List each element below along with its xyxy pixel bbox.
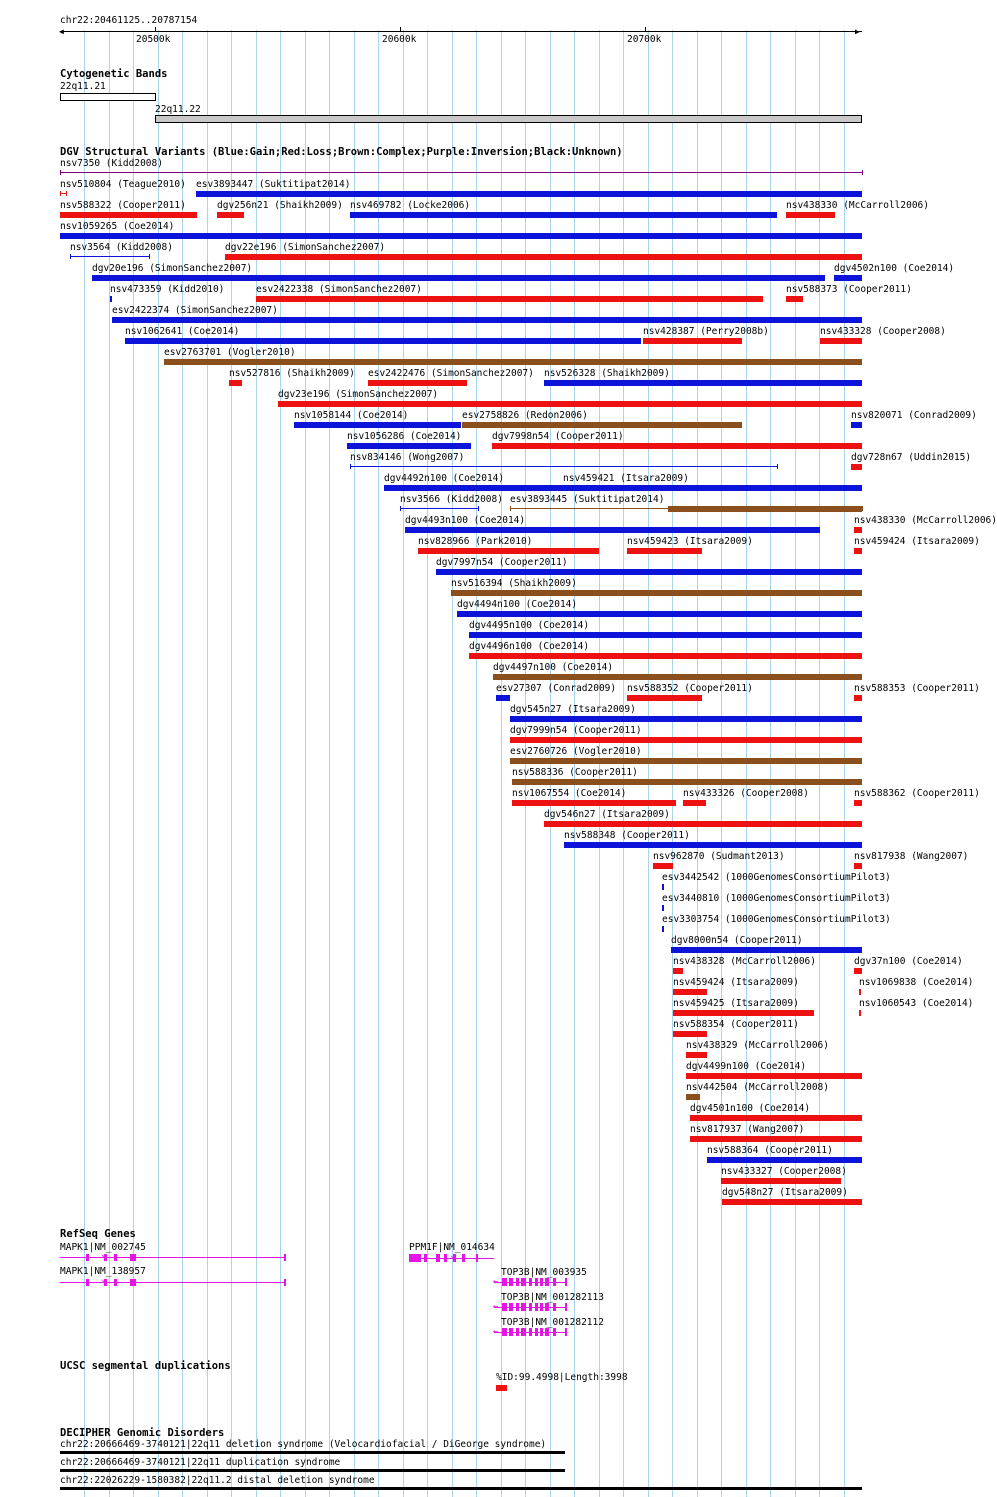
gene-exon[interactable] <box>509 1328 513 1336</box>
dgv-variant-bar[interactable] <box>347 443 471 449</box>
dgv-variant-label: esv2422476 (SimonSanchez2007) <box>368 368 534 379</box>
gene-exon[interactable] <box>545 1303 549 1311</box>
dgv-variant-bar[interactable] <box>384 485 862 491</box>
dgv-variant-bar[interactable] <box>164 359 862 365</box>
strand-right-arrow-icon: › <box>449 1253 455 1263</box>
dgv-variant-label: nsv433326 (Cooper2008) <box>683 788 809 799</box>
refseq-track-title: RefSeq Genes <box>60 1228 136 1240</box>
gene-label: PPM1F|NM_014634 <box>409 1242 495 1253</box>
dgv-variant-label: esv2763701 (Vogler2010) <box>164 347 296 358</box>
dgv-variant-label: esv3440810 (1000GenomesConsortiumPilot3) <box>662 893 891 904</box>
dgv-variant-bar[interactable] <box>229 380 242 386</box>
dgv-variant-label: nsv820071 (Conrad2009) <box>851 410 977 421</box>
gene-exon[interactable] <box>284 1254 286 1261</box>
dgv-variant-label: dgv7999n54 (Cooper2011) <box>510 725 642 736</box>
dgv-variant-bar[interactable] <box>690 1115 862 1121</box>
dgv-variant-bar[interactable] <box>451 590 862 596</box>
gene-exon[interactable] <box>130 1254 136 1261</box>
dgv-variant-bar[interactable] <box>400 508 478 509</box>
dgv-variant-bar[interactable] <box>859 989 861 995</box>
dgv-variant-end-tick <box>510 506 511 511</box>
dgv-variant-label: nsv442504 (McCarroll2008) <box>686 1082 829 1093</box>
dgv-variant-label: esv3442542 (1000GenomesConsortiumPilot3) <box>662 872 891 883</box>
dgv-variant-bar[interactable] <box>492 443 862 449</box>
grid-line <box>403 30 404 1497</box>
dgv-variant-bar[interactable] <box>110 296 112 302</box>
gene-exon[interactable] <box>540 1328 543 1336</box>
gene-exon[interactable] <box>553 1303 556 1311</box>
dgv-variant-bar[interactable] <box>686 1073 862 1079</box>
dgv-variant-bar[interactable] <box>854 800 862 806</box>
dgv-variant-label: dgv4497n100 (Coe2014) <box>493 662 614 673</box>
dgv-variant-label: nsv588354 (Cooper2011) <box>673 1019 799 1030</box>
dgv-variant-label: nsv1062641 (Coe2014) <box>125 326 240 337</box>
dgv-variant-bar[interactable] <box>854 527 862 533</box>
dgv-variant-bar[interactable] <box>510 737 862 743</box>
gene-label: TOP3B|NM_003935 <box>501 1267 587 1278</box>
dgv-variant-label: nsv438328 (McCarroll2006) <box>673 956 816 967</box>
decipher-feature[interactable] <box>60 1487 862 1490</box>
gene-exon[interactable] <box>529 1328 532 1336</box>
dgv-variant-bar[interactable] <box>350 212 777 218</box>
strand-right-arrow-icon: › <box>100 1252 106 1262</box>
dgv-variant-label: nsv1060543 (Coe2014) <box>859 998 974 1009</box>
cytoband-label: 22q11.22 <box>155 104 201 115</box>
dgv-variant-label: nsv962870 (Sudmant2013) <box>653 851 785 862</box>
grid-line <box>182 30 183 1497</box>
segdup-feature[interactable] <box>496 1385 507 1391</box>
dgv-variant-bar[interactable] <box>544 821 862 827</box>
dgv-variant-label: nsv588364 (Cooper2011) <box>707 1145 833 1156</box>
gene-exon[interactable] <box>565 1328 567 1336</box>
gene-exon[interactable] <box>436 1254 440 1262</box>
dgv-variant-label: nsv7350 (Kidd2008) <box>60 158 163 169</box>
dgv-variant-bar[interactable] <box>707 1157 862 1163</box>
dgv-variant-label: esv2758826 (Redon2006) <box>462 410 588 421</box>
dgv-variant-bar[interactable] <box>405 527 820 533</box>
dgv-variant-label: nsv3566 (Kidd2008) <box>400 494 503 505</box>
strand-left-arrow-icon: ← <box>493 1277 499 1287</box>
dgv-variant-label: nsv588322 (Cooper2011) <box>60 200 186 211</box>
gene-exon[interactable] <box>535 1328 538 1336</box>
dgv-variant-bar[interactable] <box>60 212 197 218</box>
dgv-variant-bar[interactable] <box>851 464 862 470</box>
dgv-variant-bar[interactable] <box>457 611 862 617</box>
gene-exon[interactable] <box>553 1328 556 1336</box>
dgv-variant-bar[interactable] <box>834 275 862 281</box>
gene-exon[interactable] <box>521 1303 526 1311</box>
dgv-variant-bar[interactable] <box>563 485 565 491</box>
dgv-variant-label: nsv1067554 (Coe2014) <box>512 788 627 799</box>
decipher-label: chr22:20666469-3740121|22q11 deletion syndrome (Velocardiofacial / DiGeorge syndrome) <box>60 1439 547 1450</box>
dgv-variant-bar[interactable] <box>662 926 664 932</box>
dgv-variant-label: nsv817937 (Wang2007) <box>690 1124 805 1135</box>
dgv-variant-bar[interactable] <box>854 695 862 701</box>
dgv-variant-bar[interactable] <box>418 548 599 554</box>
dgv-variant-label: nsv526328 (Shaikh2009) <box>544 368 670 379</box>
dgv-variant-bar[interactable] <box>721 1178 841 1184</box>
dgv-variant-label: nsv1069838 (Coe2014) <box>859 977 974 988</box>
dgv-variant-bar[interactable] <box>512 800 676 806</box>
dgv-variant-bar[interactable] <box>256 296 763 302</box>
dgv-variant-label: nsv588348 (Cooper2011) <box>564 830 690 841</box>
dgv-variant-bar[interactable] <box>653 863 673 869</box>
dgv-variant-bar[interactable] <box>60 233 862 239</box>
gene-exon[interactable] <box>502 1303 507 1311</box>
dgv-variant-bar[interactable] <box>786 212 835 218</box>
dgv-variant-bar[interactable] <box>851 422 862 428</box>
gene-exon[interactable] <box>516 1278 519 1286</box>
dgv-variant-label: nsv817938 (Wang2007) <box>854 851 969 862</box>
dgv-variant-bar[interactable] <box>512 779 862 785</box>
grid-line <box>476 30 477 1497</box>
dgv-variant-label: dgv8000n54 (Cooper2011) <box>671 935 803 946</box>
dgv-variant-bar[interactable] <box>294 422 461 428</box>
gene-label: TOP3B|NM_001282112 <box>501 1317 604 1328</box>
gene-exon[interactable] <box>535 1303 538 1311</box>
dgv-variant-label: dgv545n27 (Itsara2009) <box>510 704 636 715</box>
dgv-variant-label: nsv438330 (McCarroll2006) <box>854 515 997 526</box>
dgv-variant-label: nsv834146 (Wong2007) <box>350 452 465 463</box>
gene-exon[interactable] <box>130 1279 136 1286</box>
dgv-variant-bar[interactable] <box>683 800 706 806</box>
grid-line <box>427 30 428 1497</box>
dgv-variant-bar[interactable] <box>544 380 862 386</box>
gene-label: MAPK1|NM_002745 <box>60 1242 146 1253</box>
dgv-variant-label: nsv438330 (McCarroll2006) <box>786 200 929 211</box>
dgv-variant-bar[interactable] <box>662 884 664 890</box>
dgv-variant-end-tick <box>400 506 401 511</box>
gene-exon[interactable] <box>114 1279 117 1286</box>
decipher-label: chr22:20666469-3740121|22q11 duplication syndrome <box>60 1457 341 1468</box>
gene-exon[interactable] <box>553 1278 556 1286</box>
dgv-variant-end-tick <box>70 254 71 259</box>
cytoband-q11-22[interactable] <box>155 115 862 123</box>
dgv-variant-bar[interactable] <box>686 1094 700 1100</box>
dgv-variant-bar[interactable] <box>469 653 862 659</box>
gene-exon[interactable] <box>476 1254 478 1262</box>
cytoband-label: 22q11.21 <box>60 81 106 92</box>
dgv-variant-label: esv2422374 (SimonSanchez2007) <box>112 305 278 316</box>
dgv-variant-bar[interactable] <box>662 905 664 911</box>
dgv-variant-label: nsv588336 (Cooper2011) <box>512 767 638 778</box>
dgv-variant-bar[interactable] <box>462 422 742 428</box>
grid-line <box>452 30 453 1497</box>
gene-exon[interactable] <box>521 1328 526 1336</box>
ruler-left-arrow-icon: ◀ <box>59 27 64 36</box>
gene-exon[interactable] <box>424 1254 427 1262</box>
grid-line <box>207 30 208 1497</box>
dgv-variant-label: nsv588353 (Cooper2011) <box>854 683 980 694</box>
strand-right-arrow-icon: › <box>100 1277 106 1287</box>
dgv-variant-bar[interactable] <box>668 506 862 512</box>
dgv-variant-label: nsv3564 (Kidd2008) <box>70 242 173 253</box>
gene-exon[interactable] <box>535 1278 538 1286</box>
dgv-variant-bar[interactable] <box>217 212 244 218</box>
dgv-variant-label: dgv4495n100 (Coe2014) <box>469 620 590 631</box>
gene-exon[interactable] <box>444 1254 447 1262</box>
dgv-variant-bar[interactable] <box>854 548 862 554</box>
dgv-variant-bar[interactable] <box>510 716 862 722</box>
dgv-variant-bar[interactable] <box>278 401 862 407</box>
dgv-variant-bar[interactable] <box>643 338 742 344</box>
dgv-variant-end-tick <box>149 254 150 259</box>
strand-left-arrow-icon: ← <box>493 1327 499 1337</box>
gene-exon[interactable] <box>565 1278 567 1286</box>
dgv-variant-label: dgv23e196 (SimonSanchez2007) <box>278 389 439 400</box>
ruler-tick <box>645 27 646 32</box>
cytoband-q11-21[interactable] <box>60 93 156 101</box>
dgv-variant-bar[interactable] <box>350 466 777 467</box>
dgv-variant-end-tick <box>862 506 863 511</box>
ruler-axis <box>60 31 862 32</box>
gene-exon[interactable] <box>409 1254 421 1262</box>
dgv-variant-bar[interactable] <box>564 842 862 848</box>
gene-exon[interactable] <box>529 1278 532 1286</box>
dgv-variant-end-tick <box>862 170 863 175</box>
cytoband-track-title: Cytogenetic Bands <box>60 68 168 80</box>
dgv-variant-label: dgv546n27 (Itsara2009) <box>544 809 670 820</box>
dgv-variant-label: nsv473359 (Kidd2010) <box>110 284 225 295</box>
dgv-variant-end-tick <box>478 506 479 511</box>
dgv-variant-label: nsv459425 (Itsara2009) <box>673 998 799 1009</box>
dgv-variant-bar[interactable] <box>496 695 510 701</box>
dgv-variant-end-tick <box>350 464 351 469</box>
ruler-tick <box>400 27 401 32</box>
gene-exon[interactable] <box>114 1254 117 1261</box>
dgv-variant-label: dgv548n27 (Itsara2009) <box>722 1187 848 1198</box>
gene-exon[interactable] <box>545 1278 549 1286</box>
dgv-variant-bar[interactable] <box>786 296 803 302</box>
decipher-label: chr22:22026229-1580382|22q11.2 distal deletion syndrome <box>60 1475 375 1486</box>
dgv-variant-bar[interactable] <box>854 863 862 869</box>
dgv-variant-bar[interactable] <box>673 1010 814 1016</box>
gene-exon[interactable] <box>516 1303 519 1311</box>
decipher-feature[interactable] <box>60 1469 565 1472</box>
dgv-variant-label: esv27307 (Conrad2009) <box>496 683 617 694</box>
dgv-variant-bar[interactable] <box>820 338 862 344</box>
position-label: chr22:20461125..20787154 <box>60 15 198 26</box>
dgv-variant-label: esv2422338 (SimonSanchez2007) <box>256 284 422 295</box>
gene-exon[interactable] <box>545 1328 549 1336</box>
decipher-feature[interactable] <box>60 1451 565 1454</box>
dgv-variant-label: dgv4496n100 (Coe2014) <box>469 641 590 652</box>
dgv-variant-bar[interactable] <box>70 256 149 257</box>
ruler-tick <box>155 27 156 32</box>
dgv-variant-label: nsv459424 (Itsara2009) <box>673 977 799 988</box>
dgv-variant-label: dgv4494n100 (Coe2014) <box>457 599 578 610</box>
gene-label: MAPK1|NM_138957 <box>60 1266 146 1277</box>
gene-exon[interactable] <box>516 1328 519 1336</box>
dgv-variant-label: dgv256n21 (Shaikh2009) <box>217 200 343 211</box>
dgv-variant-label: nsv1056286 (Coe2014) <box>347 431 462 442</box>
segdup-label: %ID:99.4998|Length:3998 <box>496 1372 628 1383</box>
dgv-variant-bar[interactable] <box>627 695 702 701</box>
gene-exon[interactable] <box>529 1303 532 1311</box>
ruler-tick-label: 20700k <box>627 34 662 45</box>
dgv-variant-bar[interactable] <box>686 1052 707 1058</box>
dgv-variant-bar[interactable] <box>854 968 862 974</box>
gene-exon[interactable] <box>462 1254 465 1262</box>
dgv-variant-bar[interactable] <box>493 674 862 680</box>
dgv-variant-label: esv3893447 (Suktitipat2014) <box>196 179 351 190</box>
dgv-variant-label: nsv433327 (Cooper2008) <box>721 1166 847 1177</box>
gene-exon[interactable] <box>502 1328 507 1336</box>
dgv-variant-bar[interactable] <box>436 569 862 575</box>
dgv-variant-label: dgv20e196 (SimonSanchez2007) <box>92 263 253 274</box>
dgv-variant-label: dgv4501n100 (Coe2014) <box>690 1103 811 1114</box>
dgv-variant-label: esv3893445 (Suktitipat2014) <box>510 494 665 505</box>
dgv-variant-label: nsv527816 (Shaikh2009) <box>229 368 355 379</box>
dgv-variant-bar[interactable] <box>92 275 825 281</box>
gene-exon[interactable] <box>284 1279 286 1286</box>
dgv-variant-label: nsv588373 (Cooper2011) <box>786 284 912 295</box>
dgv-variant-label: dgv7997n54 (Cooper2011) <box>436 557 568 568</box>
dgv-variant-label: nsv588362 (Cooper2011) <box>854 788 980 799</box>
dgv-variant-label: dgv37n100 (Coe2014) <box>854 956 963 967</box>
dgv-variant-bar[interactable] <box>722 1199 862 1205</box>
dgv-variant-label: dgv4502n100 (Coe2014) <box>834 263 955 274</box>
gene-intron-line[interactable] <box>60 1282 284 1283</box>
dgv-variant-label: nsv469782 (Locke2006) <box>350 200 471 211</box>
dgv-variant-end-tick <box>777 464 778 469</box>
gene-exon[interactable] <box>540 1278 543 1286</box>
gene-exon[interactable] <box>86 1254 89 1261</box>
dgv-variant-label: nsv510804 (Teague2010) <box>60 179 186 190</box>
gene-exon[interactable] <box>521 1278 526 1286</box>
dgv-variant-label: nsv459423 (Itsara2009) <box>627 536 753 547</box>
dgv-variant-end-tick <box>60 191 61 196</box>
gene-exon[interactable] <box>565 1303 567 1311</box>
dgv-variant-label: nsv459424 (Itsara2009) <box>854 536 980 547</box>
dgv-variant-label: dgv4492n100 (Coe2014) <box>384 473 505 484</box>
dgv-variant-bar[interactable] <box>673 989 707 995</box>
dgv-track-title: DGV Structural Variants (Blue:Gain;Red:Loss;Brown:Complex;Purple:Inversion;Black:Unknown) <box>60 146 623 158</box>
dgv-variant-label: nsv516394 (Shaikh2009) <box>451 578 577 589</box>
segdup-track-title: UCSC segmental duplications <box>60 1360 231 1372</box>
dgv-variant-label: dgv728n67 (Uddin2015) <box>851 452 972 463</box>
dgv-variant-bar[interactable] <box>469 632 862 638</box>
gene-intron-line[interactable] <box>60 1257 284 1258</box>
dgv-variant-bar[interactable] <box>673 968 683 974</box>
decipher-track-title: DECIPHER Genomic Disorders <box>60 1427 225 1439</box>
dgv-variant-label: nsv1058144 (Coe2014) <box>294 410 409 421</box>
dgv-variant-bar[interactable] <box>627 548 702 554</box>
dgv-variant-label: esv2760726 (Vogler2010) <box>510 746 642 757</box>
dgv-variant-bar[interactable] <box>673 1031 707 1037</box>
gene-exon[interactable] <box>86 1279 89 1286</box>
ruler-tick-label: 20600k <box>382 34 417 45</box>
dgv-variant-label: nsv433328 (Cooper2008) <box>820 326 946 337</box>
dgv-variant-label: dgv7998n54 (Cooper2011) <box>492 431 624 442</box>
dgv-variant-bar[interactable] <box>690 1136 862 1142</box>
dgv-variant-bar[interactable] <box>225 254 862 260</box>
gene-exon[interactable] <box>502 1278 507 1286</box>
dgv-variant-end-tick <box>66 191 67 196</box>
dgv-variant-label: nsv588352 (Cooper2011) <box>627 683 753 694</box>
dgv-variant-bar[interactable] <box>671 947 862 953</box>
dgv-variant-label: esv3303754 (1000GenomesConsortiumPilot3) <box>662 914 891 925</box>
gene-exon[interactable] <box>509 1303 513 1311</box>
dgv-variant-bar[interactable] <box>112 317 862 323</box>
dgv-variant-bar[interactable] <box>859 1010 861 1016</box>
dgv-variant-label: nsv459421 (Itsara2009) <box>563 473 689 484</box>
dgv-variant-label: nsv428387 (Perry2008b) <box>643 326 769 337</box>
gene-exon[interactable] <box>509 1278 513 1286</box>
gene-exon[interactable] <box>540 1303 543 1311</box>
dgv-variant-bar[interactable] <box>510 758 862 764</box>
dgv-variant-label: dgv4499n100 (Coe2014) <box>686 1061 807 1072</box>
dgv-variant-bar[interactable] <box>60 172 862 173</box>
dgv-variant-label: nsv828966 (Park2010) <box>418 536 533 547</box>
dgv-variant-label: nsv1059265 (Coe2014) <box>60 221 175 232</box>
dgv-variant-bar[interactable] <box>368 380 467 386</box>
strand-left-arrow-icon: ← <box>493 1302 499 1312</box>
gene-label: TOP3B|NM_001282113 <box>501 1292 604 1303</box>
dgv-variant-bar[interactable] <box>196 191 862 197</box>
ruler-right-arrow-icon: ▶ <box>855 27 860 36</box>
dgv-variant-label: nsv438329 (McCarroll2006) <box>686 1040 829 1051</box>
dgv-variant-bar[interactable] <box>125 338 641 344</box>
dgv-variant-end-tick <box>60 170 61 175</box>
dgv-variant-label: dgv22e196 (SimonSanchez2007) <box>225 242 386 253</box>
ruler-tick-label: 20500k <box>136 34 171 45</box>
dgv-variant-label: dgv4493n100 (Coe2014) <box>405 515 526 526</box>
